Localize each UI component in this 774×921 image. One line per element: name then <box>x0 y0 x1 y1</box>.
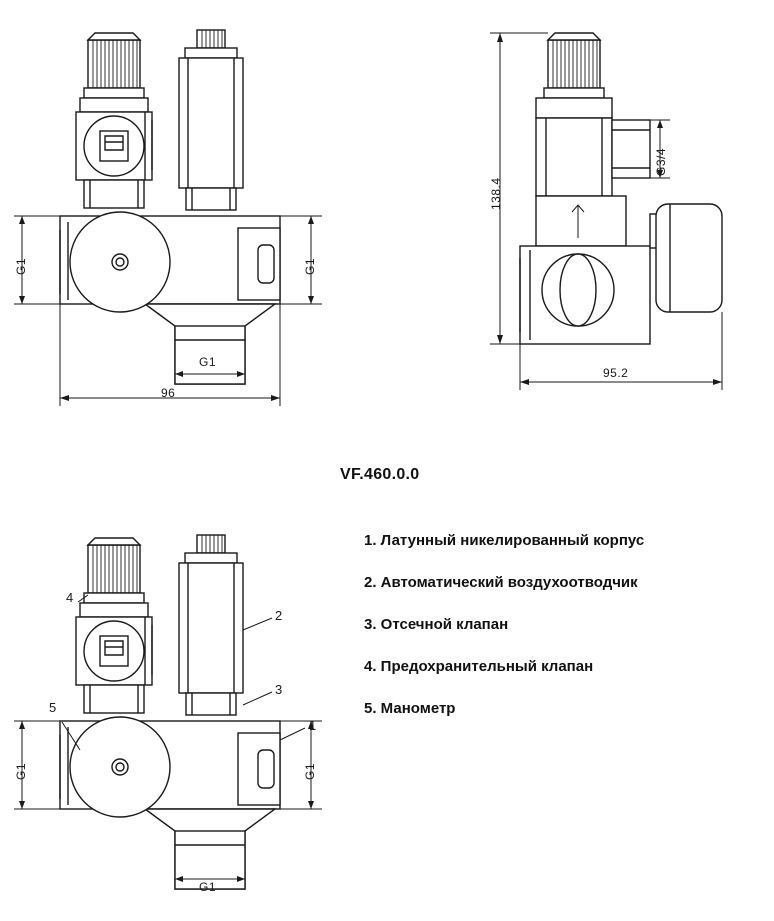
front-view <box>0 0 330 420</box>
callout-marker-2: 2 <box>275 608 283 623</box>
callout-marker-1: 1 <box>309 718 317 733</box>
callout-marker-4: 4 <box>66 590 74 605</box>
side-dim-gauge-thread: G3/4 <box>654 147 668 176</box>
legend-list <box>364 532 764 742</box>
front-dim-right-port: G1 <box>303 257 317 275</box>
model-code: VF.460.0.0 <box>340 466 420 483</box>
callout-dim-right-port: G1 <box>303 762 317 780</box>
legend-item-4: 4. Предохранительный клапан <box>364 658 594 675</box>
front-dim-left-port: G1 <box>14 257 28 275</box>
front-dim-bottom-port: G1 <box>199 355 217 369</box>
callout-marker-5: 5 <box>49 700 57 715</box>
legend-item-5: 5. Манометр <box>364 700 456 717</box>
callout-marker-3: 3 <box>275 682 283 697</box>
legend-item-1: 1. Латунный никелированный корпус <box>364 532 645 549</box>
side-dim-overall-height: 138.4 <box>489 177 503 210</box>
legend-item-2: 2. Автоматический воздухоотводчик <box>364 574 638 591</box>
legend-item-3: 3. Отсечной клапан <box>364 616 509 633</box>
callout-dim-left-port: G1 <box>14 762 28 780</box>
callout-dim-bottom-port: G1 <box>199 880 217 894</box>
side-dim-overall-depth: 95.2 <box>603 366 629 380</box>
side-view <box>460 0 774 420</box>
front-dim-overall-width: 96 <box>161 386 176 400</box>
